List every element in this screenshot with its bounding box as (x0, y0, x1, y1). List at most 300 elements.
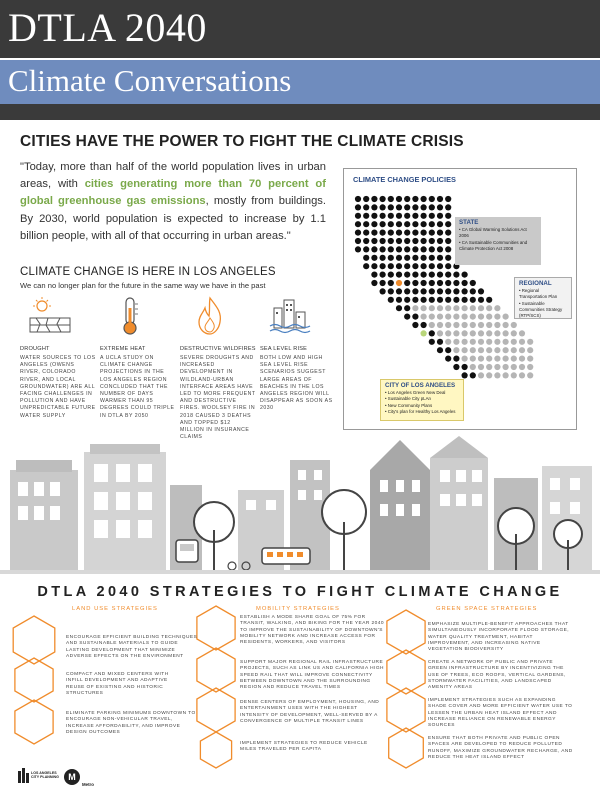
map-dot (486, 330, 492, 336)
map-dot (503, 314, 509, 320)
mobility-item: IMPLEMENT STRATEGIES TO REDUCE VEHICLE MILES TRAVELED PER CAPITA (240, 741, 368, 753)
map-dot (429, 305, 435, 311)
map-dot (511, 339, 517, 345)
map-dot (380, 255, 386, 261)
map-dot (437, 204, 443, 210)
map-dot (437, 314, 443, 320)
map-dot (396, 196, 402, 202)
map-dot (486, 356, 492, 362)
map-dot (404, 314, 410, 320)
map-dot (511, 356, 517, 362)
map-dot (445, 305, 451, 311)
map-dot (429, 322, 435, 328)
map-dot (437, 221, 443, 227)
map-dot (437, 288, 443, 294)
map-dot (388, 263, 394, 269)
map-dot (470, 330, 476, 336)
map-dot (503, 330, 509, 336)
map-dot (396, 305, 402, 311)
map-dot (412, 221, 418, 227)
strategy-hexagon (197, 688, 235, 732)
map-dot (494, 372, 500, 378)
map-dot (486, 339, 492, 345)
impact-wildfires (180, 296, 256, 441)
map-dot (470, 280, 476, 286)
regional-title: REGIONAL (519, 280, 552, 287)
mobility-item: DENSE CENTERS OF EMPLOYMENT, HOUSING, AND ENTERTAINMENT USES WITH THE HIGHEST INTENSITY OF DEVELOPMENT, WELL-SERVED BY A CONVERGENCE OF MULTIPLE TRANSIT LINES (240, 700, 380, 724)
map-dot (355, 246, 361, 252)
map-dot (412, 322, 418, 328)
map-dot (527, 356, 533, 362)
map-dot (453, 347, 459, 353)
map-dot (503, 322, 509, 328)
map-dot (470, 372, 476, 378)
map-dot (429, 255, 435, 261)
map-dot (412, 255, 418, 261)
map-dot (445, 322, 451, 328)
map-dot (453, 314, 459, 320)
map-dot (445, 339, 451, 345)
map-dot (421, 280, 427, 286)
flame-icon (188, 296, 232, 336)
map-dot (363, 204, 369, 210)
map-dot (478, 372, 484, 378)
map-dot (421, 288, 427, 294)
map-dot (429, 213, 435, 219)
map-dot (470, 347, 476, 353)
map-dot (445, 246, 451, 252)
map-dot (453, 288, 459, 294)
map-dot (363, 230, 369, 236)
quote-part-1: "Today, more than half of the world population lives in urban areas, with (20, 161, 326, 191)
svg-text:M: M (68, 772, 76, 782)
quote-paragraph (20, 159, 326, 245)
map-dot (445, 204, 451, 210)
strategy-hexagon (197, 648, 235, 692)
map-dot (527, 364, 533, 370)
map-dot (462, 305, 468, 311)
map-dot (412, 246, 418, 252)
map-dot (470, 356, 476, 362)
map-dot (396, 288, 402, 294)
map-dot (380, 221, 386, 227)
map-dot (371, 263, 377, 269)
land-use-heading: LAND USE STRATEGIES (72, 606, 158, 612)
impact-title: DESTRUCTIVE WILDFIRES (180, 346, 256, 352)
map-dot (396, 221, 402, 227)
green-space-item: CREATE A NETWORK OF PUBLIC AND PRIVATE GREEN INFRASTRUCTURE BY INCENTIVIZING THE USE OF TREES, ECO ROOFS, VERTICAL GARDENS, STORMWATER FACILITIES, AND LANDSCAPED AMENITY AREAS (428, 660, 566, 691)
strategies-heading: DTLA 2040 STRATEGIES TO FIGHT CLIMATE CHANGE (37, 584, 563, 600)
map-dot (380, 272, 386, 278)
map-dot (380, 213, 386, 219)
map-dot (527, 339, 533, 345)
map-dot (421, 272, 427, 278)
map-dot (462, 322, 468, 328)
mobility-item: ESTABLISH A MODE SHARE GOAL OF 75% FOR TRANSIT, WALKING, AND BIKING FOR THE YEAR 2040 TO IMPROVE THE SUSTAINABILITY OF DOWNTOWN'S MOBILITY NETWORK AND INCREASE ACCESS FOR RESIDENTS, WORKERS, AND VISITORS (240, 615, 385, 646)
map-dot (371, 221, 377, 227)
policies-title: CLIMATE CHANGE POLICIES (353, 175, 456, 184)
map-dot (421, 305, 427, 311)
impact-sea-level (260, 296, 336, 413)
regional-item: • Regional Transportation Plan (519, 288, 567, 300)
map-dot (404, 221, 410, 227)
land-use-item: COMPACT AND MIXED CENTERS WITH INFILL DEVELOPMENT AND ADAPTIVE REUSE OF EXISTING AND HISTORIC STRUCTURES (66, 672, 169, 696)
map-dot (437, 238, 443, 244)
map-dot (412, 213, 418, 219)
state-item: • CA Global Warming Solutions Act 2006 (459, 227, 537, 239)
map-dot (380, 196, 386, 202)
map-dot (421, 314, 427, 320)
map-dot (404, 238, 410, 244)
map-dot (462, 356, 468, 362)
map-dot (486, 372, 492, 378)
map-dot (396, 263, 402, 269)
map-dot (404, 230, 410, 236)
impact-text: WATER SOURCES TO LOS ANGELES (OWENS RIVER, COLORADO RIVER, AND LOCAL GROUNDWATER) ARE ALL FACING CHALLENGES IN POLLUTION AND HAVE UNPREDICTABLE FUTURE WATER SUPPLY (20, 355, 96, 419)
map-dot (486, 305, 492, 311)
drought-icon (28, 296, 72, 336)
map-dot (478, 330, 484, 336)
land-use-item: ELIMINATE PARKING MINIMUMS DOWNTOWN TO ENCOURAGE NON-VEHICULAR TRAVEL, INCREASE AFFORDABILITY, AND IMPROVE DESIGN OUTCOMES (66, 711, 196, 735)
map-dot (421, 297, 427, 303)
map-dot (412, 263, 418, 269)
map-dot (462, 314, 468, 320)
map-dot (429, 330, 435, 336)
map-dot (470, 297, 476, 303)
map-dot (404, 280, 410, 286)
map-dot (437, 263, 443, 269)
map-dot (371, 246, 377, 252)
map-dot (412, 204, 418, 210)
map-dot (396, 230, 402, 236)
map-dot (388, 255, 394, 261)
impact-title: EXTREME HEAT (100, 346, 146, 352)
map-dot (503, 356, 509, 362)
map-dot (388, 297, 394, 303)
map-dot (404, 204, 410, 210)
map-dot (462, 339, 468, 345)
divider-strip (0, 104, 600, 120)
map-dot (445, 213, 451, 219)
map-dot (388, 230, 394, 236)
map-dot (388, 280, 394, 286)
map-dot (396, 238, 402, 244)
green-space-item: IMPLEMENT STRATEGIES SUCH AS EXPANDING SHADE COVER AND MORE EFFICIENT WATER USE TO LESSEN THE URBAN HEAT ISLAND EFFECT AND INCREASE RELIANCE ON RENEWABLE ENERGY SOURCES (428, 698, 573, 729)
strategy-hexagon (389, 728, 424, 768)
map-dot (355, 213, 361, 219)
map-dot (396, 280, 402, 286)
map-dot (412, 238, 418, 244)
map-dot (437, 330, 443, 336)
map-dot (380, 204, 386, 210)
planning-logo-text: LOS ANGELES CITY PLANNING (31, 771, 59, 780)
city-item: • New Community Plans (385, 403, 459, 409)
map-dot (445, 297, 451, 303)
map-dot (519, 372, 525, 378)
impact-title: SEA LEVEL RISE (260, 346, 308, 352)
map-dot (503, 347, 509, 353)
impact-text: SEVERE DROUGHTS AND INCREASED DEVELOPMENT IN WILDLAND-URBAN INTERFACE AREAS HAVE LED TO MORE FREQUENT AND DESTRUCTIVE FIRES. WOOLSEY FIRE IN 2018 CAUSED 3 DEATHS AND TOPPED $12 MILLION IN INSURANCE CLAIMS (180, 355, 256, 441)
strategy-hexagon (197, 606, 235, 650)
map-dot (429, 288, 435, 294)
map-dot (421, 230, 427, 236)
map-dot (371, 280, 377, 286)
map-dot (421, 255, 427, 261)
map-dot (396, 213, 402, 219)
map-dot (453, 339, 459, 345)
city-item: • Los Angeles Green New Deal (385, 390, 459, 396)
map-dot (478, 339, 484, 345)
map-dot (445, 314, 451, 320)
map-dot (478, 356, 484, 362)
map-dot (494, 305, 500, 311)
mobility-heading: MOBILITY STRATEGIES (256, 606, 340, 612)
map-dot (421, 196, 427, 202)
map-dot (519, 339, 525, 345)
map-dot (404, 263, 410, 269)
impact-extreme-heat (100, 296, 176, 420)
map-dot (412, 196, 418, 202)
map-dot (511, 322, 517, 328)
mobility-item: SUPPORT MAJOR REGIONAL RAIL INFRASTRUCTURE PROJECTS, SUCH AS LINK US AND CALIFORNIA HIGH SPEED RAIL THAT WILL IMPROVE CONNECTIVITY BETWEEN DOWNTOWN AND THE SURROUNDING REGION AND REDUCE TRAVEL TIMES (240, 660, 384, 691)
city-item: • City's plan for Healthy Los Angeles (385, 409, 459, 415)
map-dot (396, 272, 402, 278)
map-dot (363, 255, 369, 261)
map-dot (445, 356, 451, 362)
map-dot (363, 238, 369, 244)
map-dot (437, 272, 443, 278)
map-dot (462, 364, 468, 370)
map-dot (380, 246, 386, 252)
climate-here-heading: CLIMATE CHANGE IS HERE IN LOS ANGELES (20, 266, 276, 278)
map-dot (437, 196, 443, 202)
map-dot (503, 339, 509, 345)
regional-policy-box (514, 277, 572, 319)
map-dot (437, 280, 443, 286)
map-dot (396, 297, 402, 303)
map-dot (453, 272, 459, 278)
map-dot (453, 356, 459, 362)
strategy-hexagon (13, 616, 55, 664)
map-dot (453, 322, 459, 328)
map-dot (527, 347, 533, 353)
map-dot (412, 272, 418, 278)
quote-highlight: cities generating more than 70 percent of global greenhouse gas emissions (20, 178, 326, 208)
map-dot (404, 255, 410, 261)
thermometer-icon (108, 296, 152, 336)
map-dot (412, 288, 418, 294)
map-dot (494, 356, 500, 362)
map-dot (404, 246, 410, 252)
map-dot (380, 288, 386, 294)
map-dot (519, 356, 525, 362)
map-dot (363, 263, 369, 269)
map-dot (445, 196, 451, 202)
map-dot (462, 288, 468, 294)
map-dot (412, 305, 418, 311)
map-dot (380, 230, 386, 236)
map-dot (404, 305, 410, 311)
map-dot (355, 230, 361, 236)
map-dot (527, 372, 533, 378)
map-dot (437, 230, 443, 236)
map-dot (437, 213, 443, 219)
map-dot (429, 272, 435, 278)
map-dot (453, 364, 459, 370)
map-dot (486, 347, 492, 353)
map-dot (388, 221, 394, 227)
map-dot (388, 288, 394, 294)
map-dot (445, 347, 451, 353)
map-dot (445, 272, 451, 278)
map-dot (486, 314, 492, 320)
map-dot (462, 272, 468, 278)
map-dot (494, 330, 500, 336)
map-dot (363, 213, 369, 219)
map-dot (437, 339, 443, 345)
map-dot (478, 297, 484, 303)
map-dot (462, 280, 468, 286)
map-dot (371, 213, 377, 219)
map-dot (388, 213, 394, 219)
map-dot (429, 221, 435, 227)
map-dot (421, 213, 427, 219)
map-dot (462, 330, 468, 336)
map-dot (511, 364, 517, 370)
map-dot (470, 322, 476, 328)
map-dot (421, 221, 427, 227)
map-dot (429, 339, 435, 345)
map-dot (380, 280, 386, 286)
state-item: • CA Sustainable Communities and Climate Protection Act 2008 (459, 240, 537, 252)
map-dot (453, 330, 459, 336)
map-dot (486, 322, 492, 328)
map-dot (445, 263, 451, 269)
map-dot (445, 288, 451, 294)
climate-policies-panel (343, 168, 577, 430)
page-title: DTLA 2040 (8, 5, 207, 50)
map-dot (462, 372, 468, 378)
state-title: STATE (459, 219, 479, 226)
impact-drought (20, 296, 96, 420)
map-dot (429, 280, 435, 286)
map-dot (396, 204, 402, 210)
cityscape-illustration (0, 430, 600, 580)
map-dot (503, 364, 509, 370)
map-dot (421, 263, 427, 269)
land-use-item: ENCOURAGE EFFICIENT BUILDING TECHNIQUES AND SUSTAINABLE MATERIALS TO GUIDE LASTING DEVELOPMENT THAT MINIMIZE ADVERSE EFFECTS ON THE ENVIRONMENT (66, 635, 198, 659)
map-dot (437, 297, 443, 303)
map-dot (421, 322, 427, 328)
map-dot (412, 280, 418, 286)
strategy-hexagon (387, 610, 425, 654)
impact-text: A UCLA STUDY ON CLIMATE CHANGE PROJECTIONS IN THE LOS ANGELES REGION CONCLUDED THAT THE NUMBER OF DAYS WARMER THAN 95 DEGREES COULD TRIPLE IN DTLA BY 2050 (100, 355, 175, 419)
map-dot (478, 305, 484, 311)
section-heading: CITIES HAVE THE POWER TO FIGHT THE CLIMATE CRISIS (20, 133, 464, 150)
map-dot (437, 246, 443, 252)
map-dot (421, 246, 427, 252)
map-dot (470, 288, 476, 294)
map-dot (494, 339, 500, 345)
regional-item: • Sustainable Communities Strategy (RTP/SCS) (519, 301, 567, 320)
map-dot (363, 221, 369, 227)
map-dot (371, 230, 377, 236)
map-dot (453, 305, 459, 311)
page-subtitle: Climate Conversations (8, 63, 292, 98)
map-dot (404, 213, 410, 219)
map-dot (478, 288, 484, 294)
map-dot (478, 322, 484, 328)
sea-level-icon (268, 296, 312, 336)
impact-title: DROUGHT (20, 346, 50, 352)
map-dot (404, 288, 410, 294)
map-dot (478, 347, 484, 353)
map-dot (478, 364, 484, 370)
map-dot (355, 238, 361, 244)
map-dot (412, 230, 418, 236)
map-dot (437, 305, 443, 311)
map-dot (396, 255, 402, 261)
footer-logos (18, 765, 98, 791)
map-dot (412, 297, 418, 303)
map-dot (412, 314, 418, 320)
map-dot (371, 204, 377, 210)
map-dot (355, 196, 361, 202)
map-dot (519, 347, 525, 353)
map-dot (486, 364, 492, 370)
map-dot (486, 297, 492, 303)
state-policy-box (455, 217, 541, 265)
map-dot (445, 330, 451, 336)
map-dot (363, 246, 369, 252)
map-dot (445, 238, 451, 244)
map-dot (445, 221, 451, 227)
city-policy-box (380, 379, 464, 421)
map-dot (421, 238, 427, 244)
map-dot (445, 230, 451, 236)
map-dot (503, 372, 509, 378)
map-dot (494, 314, 500, 320)
map-dot (462, 297, 468, 303)
green-space-item: EMPHASIZE MULTIPLE-BENEFIT APPROACHES THAT SIMULTANEOUSLY INCORPORATE FLOOD STORAGE, WATER QUALITY TREATMENT, HABITAT IMPROVEMENT, AND INCREASING NATIVE VEGETATION BIODIVERSITY (428, 622, 570, 653)
map-dot (421, 204, 427, 210)
map-dot (371, 196, 377, 202)
map-dot (388, 246, 394, 252)
map-dot (429, 230, 435, 236)
map-dot (511, 372, 517, 378)
map-dot (429, 246, 435, 252)
map-dot (371, 255, 377, 261)
metro-logo-text: Metro (82, 782, 94, 787)
map-dot (470, 305, 476, 311)
green-space-heading: GREEN SPACE STRATEGIES (436, 606, 538, 612)
map-dot (371, 272, 377, 278)
strategy-hexagon (200, 732, 231, 768)
map-dot (429, 238, 435, 244)
map-dot (445, 255, 451, 261)
impact-text: BOTH LOW AND HIGH SEA LEVEL RISE SCENARIOS SUGGEST LARGE AREAS OF BEACHES IN THE LOS ANGELES REGION WILL DISAPPEAR AS SOON AS 2030 (260, 355, 333, 412)
map-dot (355, 204, 361, 210)
map-dot (388, 238, 394, 244)
map-dot (453, 297, 459, 303)
map-dot (388, 196, 394, 202)
map-dot (404, 297, 410, 303)
map-dot (519, 364, 525, 370)
map-dot (437, 347, 443, 353)
map-dot (429, 263, 435, 269)
map-dot (429, 204, 435, 210)
strategy-hexagon (15, 700, 53, 744)
